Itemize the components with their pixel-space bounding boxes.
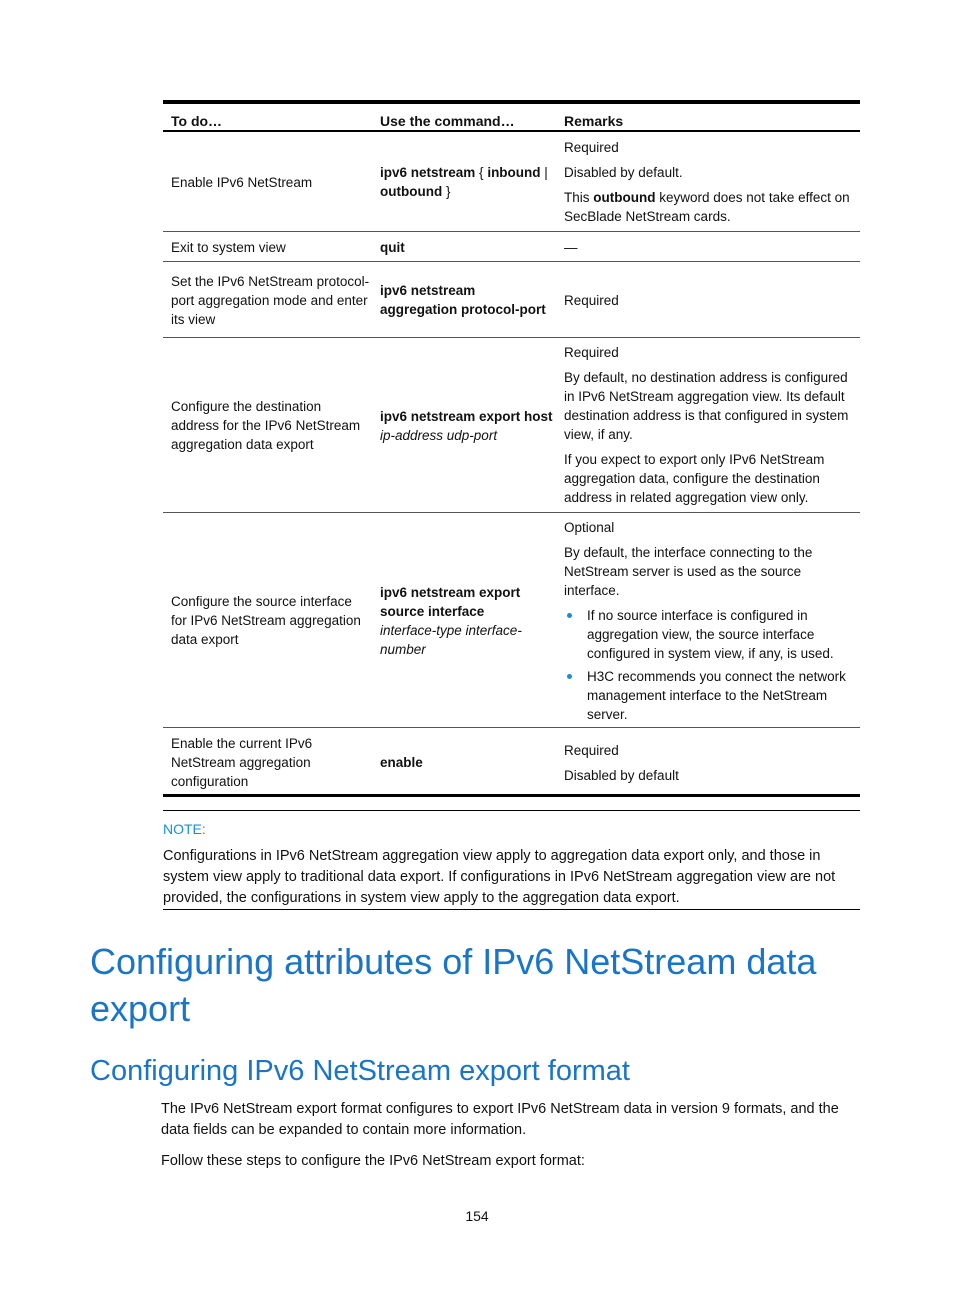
remark-line: If you expect to export only IPv6 NetStream aggregation data, configure the destination address in related aggregation view only.	[564, 452, 825, 505]
command-keyword: ipv6 netstream export host	[380, 409, 553, 424]
command-table	[163, 100, 860, 797]
command-argument: interface-type interface-number	[380, 623, 522, 657]
table-header	[163, 104, 860, 132]
remarks-cell	[564, 741, 856, 791]
body-paragraph: Follow these steps to configure the IPv6 NetStream export format:	[161, 1153, 585, 1169]
bullet-item: H3C recommends you connect the network management interface to the NetStream server.	[564, 667, 856, 724]
command-keyword: ipv6 netstream	[380, 165, 476, 180]
remarks-cell: —	[564, 240, 578, 255]
header-todo: To do…	[171, 113, 223, 129]
table-row	[163, 513, 860, 728]
remark-line: Required	[564, 345, 619, 360]
remarks-cell: Required	[564, 293, 619, 308]
note-text: Configurations in IPv6 NetStream aggregation view apply to aggregation data export only, and those in system view apply to traditional data export. If configurations in IPv6 NetStream aggregation view are not provided, the configurations in system view apply to the aggregation data export.	[163, 848, 836, 906]
command-keyword: outbound	[380, 184, 443, 199]
note-top-rule	[163, 810, 860, 811]
command-cell	[380, 163, 556, 201]
remark-line: Disabled by default.	[564, 165, 683, 180]
table-row	[163, 132, 860, 232]
command-cell	[380, 583, 556, 659]
subsection-heading: Configuring IPv6 NetStream export format	[90, 1055, 630, 1087]
command-cell: enable	[380, 755, 423, 770]
todo-cell: Enable IPv6 NetStream	[171, 175, 313, 190]
header-remarks: Remarks	[564, 113, 624, 129]
header-command: Use the command…	[380, 113, 515, 129]
todo-cell: Exit to system view	[171, 240, 286, 255]
command-cell: quit	[380, 240, 405, 255]
todo-cell: Set the IPv6 NetStream protocol-port aggregation mode and enter its view	[171, 274, 370, 327]
remarks-cell	[564, 518, 856, 728]
note-bottom-rule	[163, 909, 860, 910]
remark-line: By default, the interface connecting to the NetStream server is used as the source interface.	[564, 545, 813, 598]
table-row	[163, 232, 860, 262]
command-pipe: |	[540, 165, 548, 180]
command-argument: ip-address udp-port	[380, 428, 498, 443]
remark-text: This	[564, 190, 594, 205]
page-number: 154	[465, 1208, 489, 1224]
command-cell: ipv6 netstream aggregation protocol-port	[380, 283, 546, 317]
remark-bullet-list	[564, 606, 856, 724]
remark-line: Required	[564, 743, 619, 758]
command-cell	[380, 407, 556, 445]
remark-text: keyword does not take effect on SecBlade NetStream cards.	[564, 190, 850, 224]
remark-line: By default, no destination address is configured in IPv6 NetStream aggregation view. Its default destination address is that configured in system view, if any.	[564, 370, 849, 442]
todo-cell: Enable the current IPv6 NetStream aggregation configuration	[171, 736, 313, 789]
remark-line: Required	[564, 140, 619, 155]
table-row	[163, 338, 860, 513]
command-keyword: ipv6 netstream export source interface	[380, 585, 521, 619]
table-row	[163, 728, 860, 797]
note-label: NOTE:	[163, 821, 206, 837]
todo-cell: Configure the destination address for the IPv6 NetStream aggregation data export	[171, 399, 361, 452]
command-keyword: inbound	[487, 165, 541, 180]
todo-cell: Configure the source interface for IPv6 NetStream aggregation data export	[171, 594, 361, 647]
remark-line: Disabled by default	[564, 768, 679, 783]
command-brace: }	[442, 184, 451, 199]
table-row	[163, 262, 860, 338]
bullet-item: If no source interface is configured in aggregation view, the source interface configured in system view, if any, is used.	[564, 606, 856, 663]
section-heading: Configuring attributes of IPv6 NetStream data export	[90, 941, 817, 1029]
command-brace: {	[475, 165, 488, 180]
remark-keyword: outbound	[593, 190, 656, 205]
remarks-cell	[564, 138, 856, 232]
remark-line	[564, 188, 856, 226]
body-paragraph: The IPv6 NetStream export format configures to export IPv6 NetStream data in version 9 formats, and the data fields can be expanded to contain more information.	[161, 1101, 839, 1138]
remark-line: Optional	[564, 520, 615, 535]
remarks-cell	[564, 343, 856, 513]
